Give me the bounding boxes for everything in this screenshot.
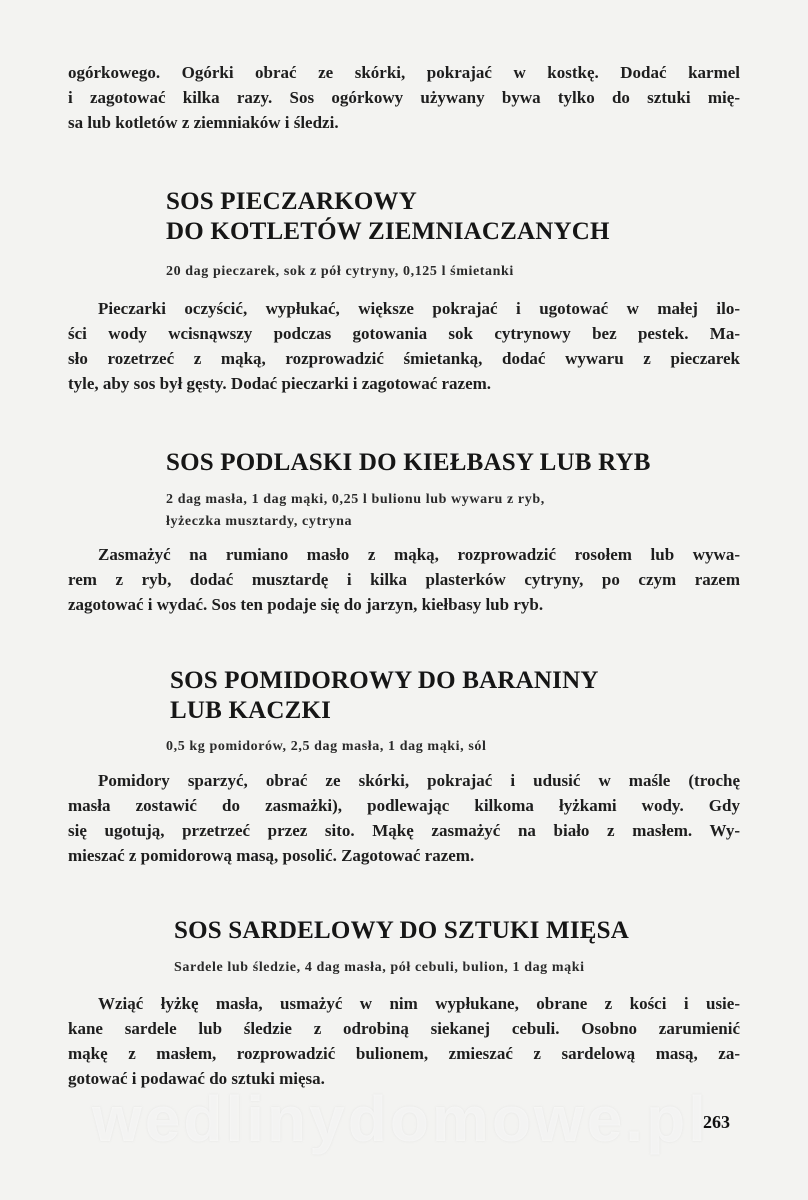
recipe-title — [166, 187, 610, 247]
instruction-line: gotować i podawać do sztuki mięsa. — [68, 1069, 325, 1088]
ingredients-line: 2 dag masła, 1 dag mąki, 0,25 l bulionu lub wywaru z ryb, — [166, 492, 545, 507]
recipe-title — [174, 916, 629, 946]
instruction-line: zagotować i wydać. Sos ten podaje się do jarzyn, kiełbasy lub ryb. — [68, 595, 544, 614]
recipe-title-line: SOS SARDELOWY DO SZTUKI MIĘSA — [174, 917, 629, 944]
instruction-line: ści wody wcisnąwszy podczas gotowania sok cytrynowy bez pestek. Ma- — [68, 324, 740, 343]
intro-line: ogórkowego. Ogórki obrać ze skórki, pokrajać w kostkę. Dodać karmel — [68, 63, 740, 82]
watermark: wedlinydomowe.pl — [92, 1083, 709, 1155]
instruction-line: Pomidory sparzyć, obrać ze skórki, pokrajać i udusić w maśle (trochę — [98, 771, 740, 790]
intro-line: sa lub kotletów z ziemniaków i śledzi. — [68, 113, 339, 132]
recipe-title-line: LUB KACZKI — [170, 697, 332, 724]
recipe-instructions — [68, 991, 740, 1091]
instruction-line: mieszać z pomidorową masą, posolić. Zagotować razem. — [68, 846, 475, 865]
recipe-title-line: SOS PODLASKI DO KIEŁBASY LUB RYB — [166, 449, 651, 476]
recipe-instructions — [68, 768, 740, 868]
instruction-line: masła zostawić do zasmażki), podlewając kilkoma łyżkami wody. Gdy — [68, 796, 740, 815]
instruction-line: sło rozetrzeć z mąką, rozprowadzić śmietanką, dodać wywaru z pieczarek — [68, 349, 740, 368]
recipe-title — [170, 666, 599, 726]
recipe-ingredients: Sardele lub śledzie, 4 dag masła, pół cebuli, bulion, 1 dag mąki — [174, 960, 585, 975]
instruction-line: rem z ryb, dodać musztardę i kilka plasterków cytryny, po czym razem — [68, 570, 740, 589]
instruction-line: się ugotują, przetrzeć przez sito. Mąkę zasmażyć na biało z masłem. Wy- — [68, 821, 740, 840]
recipe-instructions — [68, 296, 740, 396]
instruction-line: tyle, aby sos był gęsty. Dodać pieczarki i zagotować razem. — [68, 374, 492, 393]
instruction-line: Pieczarki oczyścić, wypłukać, większe pokrajać i ugotować w małej ilo- — [98, 299, 740, 318]
ingredients-line: łyżeczka musztardy, cytryna — [166, 514, 353, 529]
recipe-instructions — [68, 542, 740, 617]
recipe-title — [166, 448, 651, 478]
recipe-title-line: SOS PIECZARKOWY — [166, 188, 417, 215]
instruction-line: Wziąć łyżkę masła, usmażyć w nim wypłukane, obrane z kości i usie- — [98, 994, 740, 1013]
intro-paragraph — [68, 60, 740, 135]
recipe-title-line: SOS POMIDOROWY DO BARANINY — [170, 667, 599, 694]
recipe-title-line: DO KOTLETÓW ZIEMNIACZANYCH — [166, 218, 610, 245]
recipe-ingredients: 20 dag pieczarek, sok z pół cytryny, 0,125 l śmietanki — [166, 264, 514, 279]
instruction-line: kane sardele lub śledzie z odrobiną siekanej cebuli. Osobno zarumienić — [68, 1019, 740, 1038]
instruction-line: mąkę z masłem, rozprowadzić bulionem, zmieszać z sardelową masą, za- — [68, 1044, 740, 1063]
page-number: 263 — [703, 1112, 730, 1132]
intro-line: i zagotować kilka razy. Sos ogórkowy używany bywa tylko do sztuki mię- — [68, 88, 740, 107]
instruction-line: Zasmażyć na rumiano masło z mąką, rozprowadzić rosołem lub wywa- — [98, 545, 740, 564]
recipe-ingredients: 0,5 kg pomidorów, 2,5 dag masła, 1 dag mąki, sól — [166, 739, 487, 754]
